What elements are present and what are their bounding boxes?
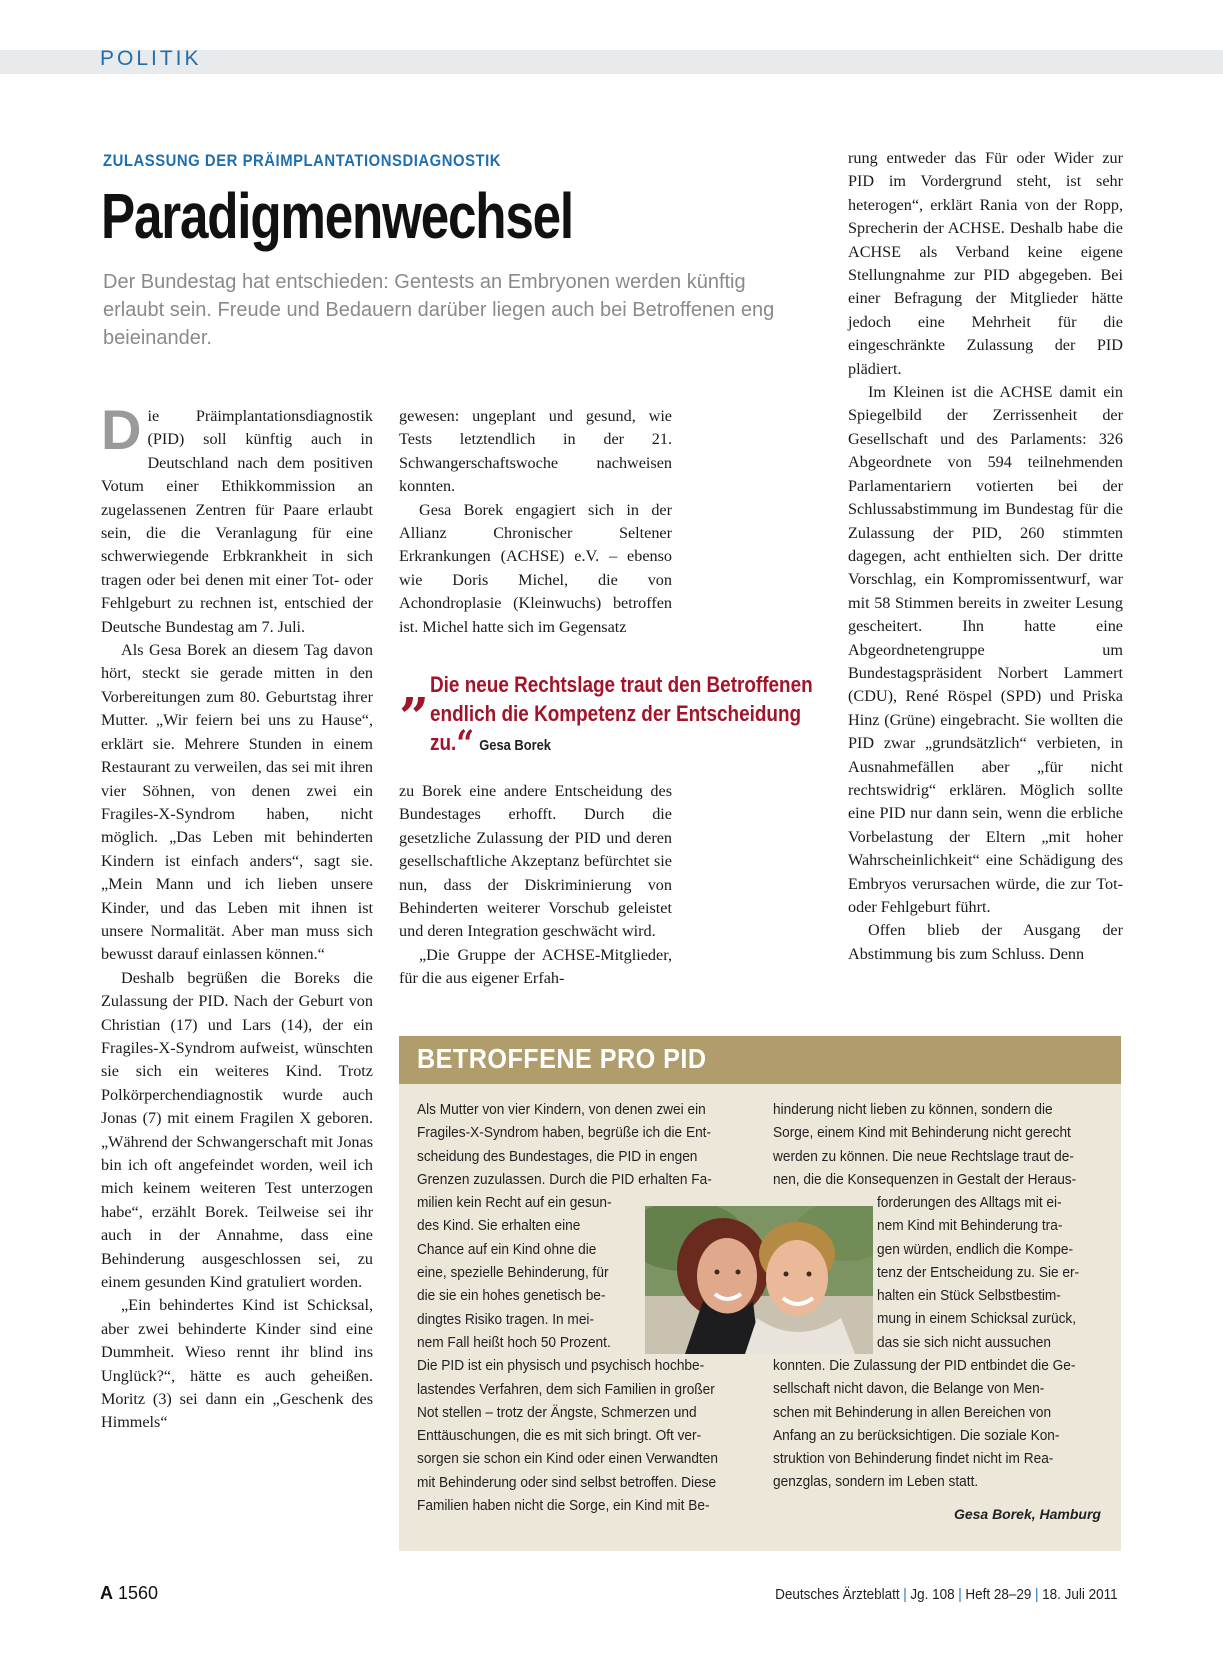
box-line: sellschaft nicht davon, die Belange von Men- <box>773 1380 1045 1398</box>
paragraph: Im Kleinen ist die ACHSE damit ein Spiegelbild der Zerrissenheit der Gesellschaft und des Parlaments: 326 Abgeordnete von 594 teilnehmenden Parlamentariern votierten bei der Schlussabstimmung im Bundestag für die Zulassung der PID, 260 stimmten dagegen, acht enthielten sich. Der dritte Vorschlag, ein Kompromissentwurf, war mit 58 Stimmen bereits in zweiter Lesung gescheitert. Ihn hatte eine Abgeordnetengruppe um Bundestagspräsident Norbert Lammert (CDU), René Röspel (SPD) und Priska Hinz (Grüne) eingebracht. Sie wollten die PID zwar „grundsätzlich“ verbieten, in Ausnahmefällen aber „für nicht rechtswidrig“ erklären. Möglich sollte eine PID nur dann sein, wenn die erbliche Vorbelastung der Eltern „mit hoher Wahrscheinlichkeit“ eine Schädigung des Embryos verursachen würde, die zur Tot- oder Fehlgeburt führt. <box>848 383 1123 916</box>
journal-name: Deutsches Ärzteblatt <box>775 1586 900 1603</box>
paragraph: gewesen: ungeplant und gesund, wie Tests letztendlich in der 21. Schwangerschaftswoche nachweisen konnten. <box>399 407 672 496</box>
article-standfirst: Der Bundestag hat entschieden: Gentests an Embryonen werden künftig erlaubt sein. Freude und Bedauern darüber liegen auch bei Betroffenen eng beieinander. <box>103 271 775 349</box>
body-column-2 <box>399 405 672 639</box>
paragraph: Offen blieb der Ausgang der Abstimmung bis zum Schluss. Denn <box>848 921 1123 963</box>
box-line: Die PID ist ein physisch und psychisch hochbe- <box>417 1357 705 1375</box>
box-line: scheidung des Bundestages, die PID in engen <box>417 1147 698 1165</box>
journal-footer: Deutsches Ärzteblatt | Jg. 108 | Heft 28–29 | 18. Juli 2011 <box>775 1586 1118 1603</box>
box-line: Fragiles-X-Syndrom haben, begrüße ich die Ent- <box>417 1124 712 1142</box>
paragraph: „Ein behindertes Kind ist Schicksal, aber zwei behinderte Kinder sind eine Dummheit. Wieso rennt ihr blind ins Unglück?“, hätte es auch geheißen. Moritz (3) sei dann ein „Geschenk des Himmels“ <box>101 1296 373 1432</box>
box-line: Grenzen zuzulassen. Durch die PID erhalten Fa- <box>417 1170 712 1188</box>
paragraph: Als Gesa Borek an diesem Tag davon hört, steckt sie gerade mitten in den Vorbereitungen zum 80. Geburtstag ihrer Mutter. „Wir feiern bei uns zu Hause“, erklärt sie. Mehrere Stunden in einem Restaurant zu verweilen, das sei mit ihren vier Söhnen, von denen zwei ein Fragiles-X-Syndrom haben, nicht möglich. „Das Leben mit behinderten Kindern ist einfach anders“, sagt sie. „Mein Mann und ich lieben unsere Kinder, und das Leben mit ihnen ist unsere Normalität. Aber man muss sich bewusst darauf einlassen können.“ <box>101 641 373 964</box>
box-line: die sie ein hohes genetisch be- <box>417 1287 606 1305</box>
photo-illustration <box>645 1206 873 1354</box>
box-text-right-wrap <box>877 1191 1079 1354</box>
box-title-bar <box>399 1036 1121 1084</box>
article-kicker: ZULASSUNG DER PRÄIMPLANTATIONSDIAGNOSTIK <box>103 152 502 170</box>
box-line: genzglas, sondern im Leben statt. <box>773 1473 979 1491</box>
paragraph: „Die Gruppe der ACHSE-Mitglieder, für die aus eigener Erfah- <box>399 945 672 988</box>
box-line: hinderung nicht lieben zu können, sondern die <box>773 1101 1053 1118</box>
box-line: halten ein Stück Selbstbestim- <box>877 1287 1061 1305</box>
box-line: des Kind. Sie erhalten eine <box>417 1217 581 1235</box>
paragraph: Deshalb begrüßen die Boreks die Zulassung der PID. Nach der Geburt von Christian (17) und Lars (14), der ein Fragiles-X-Syndrom aufweist, wünschten sie sich ein weiteres Kind. Trotz Polkörperchendiagnostik wurde auch Jonas (7) mit einem Fragilen X geboren. „Während der Schwangerschaft mit Jonas bin ich oft angefeindet worden, weil ich mich keinem weiteren Test unterzogen habe“, erzählt Borek. Teilweise sei ihr auch in der Annahme, dass eine Behinderung ausgeschlossen sei, zu einem gesunden Kind gratuliert worden. <box>101 968 373 1292</box>
body-column-2-continued <box>399 780 672 991</box>
box-line: Enttäuschungen, die es mit sich bringt. Oft ver- <box>417 1427 702 1445</box>
box-line: Als Mutter von vier Kindern, von denen zwei ein <box>417 1101 706 1118</box>
box-line: tenz der Entscheidung zu. Sie er- <box>877 1263 1080 1281</box>
box-line: Anfang an zu berücksichtigen. Die soziale Kon- <box>773 1426 1060 1444</box>
box-line: Not stellen – trotz der Ängste, Schmerzen und <box>417 1403 697 1421</box>
box-line: werden zu können. Die neue Rechtslage traut de- <box>773 1147 1074 1165</box>
box-line: konnten. Die Zulassung der PID entbindet die Ge- <box>773 1357 1076 1374</box>
box-line: mung in einem Schicksal zurück, <box>877 1310 1077 1328</box>
box-text-right-top <box>773 1098 1076 1191</box>
box-line: schen mit Behinderung in allen Bereichen von <box>773 1403 1052 1421</box>
box-line: milien kein Recht auf ein gesun- <box>417 1194 612 1212</box>
box-line: gen würden, endlich die Kompe- <box>877 1240 1074 1258</box>
box-line: nen, die die Konsequenzen in Gestalt der Heraus- <box>773 1170 1077 1188</box>
box-line: dingtes Risiko tragen. In mei- <box>417 1310 595 1328</box>
journal-volume: Jg. 108 <box>910 1586 955 1603</box>
journal-date: 18. Juli 2011 <box>1042 1586 1118 1603</box>
box-text-right-bottom <box>773 1354 1075 1494</box>
pull-quote-author: Gesa Borek <box>479 737 551 754</box>
box-line: eine, spezielle Behinderung, für <box>417 1264 609 1282</box>
box-line: nem Fall heißt hoch 50 Prozent. <box>417 1333 611 1351</box>
paragraph: Gesa Borek engagiert sich in der Allianz Chronischer Seltener Erkrankungen (ACHSE) e.V. – ebenso wie Doris Michel, die von Achondroplasie (Kleinwuchs) betroffen ist. Michel hatte sich im Gegensatz <box>399 500 672 636</box>
box-line: Chance auf ein Kind ohne die <box>417 1240 597 1258</box>
pull-quote <box>400 657 830 765</box>
box-line: struktion von Behinderung findet nicht im Rea- <box>773 1450 1054 1468</box>
box-line: sorgen sie schon ein Kind oder einen Verwandten <box>417 1450 718 1468</box>
quote-close-mark: “ <box>456 723 475 765</box>
box-line: forderungen des Alltags mit ei- <box>877 1194 1062 1211</box>
paragraph: Die Präimplantationsdiagnostik (PID) soll künftig auch in Deutschland nach dem positiven Votum einer Ethikkommission an zugelassenen Zentren für Paare erlaubt sein, die die Veranlagung für eine schwerwiegende Erbkrankheit in sich tragen oder bei denen mit einer Tot- oder Fehlgeburt zu rechnen ist, entschied der Deutsche Bundestag am 7. Juli. <box>101 398 373 636</box>
portrait-photo <box>645 1206 873 1354</box>
quote-open-mark: „ <box>400 657 430 718</box>
drop-cap: D <box>101 398 142 461</box>
article-headline: Paradigmenwechsel <box>101 180 573 252</box>
paragraph: rung entweder das Für oder Wider zur PID im Vordergrund steht, ist sehr heterogen“, erklärt Rania von der Ropp, Sprecherin der ACHSE. Deshalb habe die ACHSE als Verband keine eigene Stellungnahme zur PID abgegeben. Bei einer Befragung der Mitglieder hätte jedoch eine Mehrheit für die eingeschränkte Zulassung der PID plädiert. <box>848 149 1123 378</box>
sidebar-box <box>399 1036 1121 1551</box>
body-column-1 <box>101 398 373 1435</box>
journal-issue: Heft 28–29 <box>965 1586 1032 1603</box>
paragraph: zu Borek eine andere Entscheidung des Bundestages erhofft. Durch die gesetzliche Zulassung der PID und deren gesellschaftliche Akzeptanz befürchtet sie nun, dass der Diskriminierung von Behinderten weiterer Vorschub geleistet und deren Integration geschwächt wird. <box>399 782 672 941</box>
box-line: nem Kind mit Behinderung tra- <box>877 1217 1063 1235</box>
box-line: mit Behinderung oder sind selbst betroffen. Diese <box>417 1473 717 1491</box>
page-number: A 1560 <box>100 1583 159 1603</box>
body-column-3 <box>848 147 1123 966</box>
section-label: POLITIK <box>100 47 202 70</box>
box-line: das sie sich nicht aussuchen <box>877 1333 1052 1351</box>
box-signature: Gesa Borek, Hamburg <box>953 1506 1101 1522</box>
box-line: Familien haben nicht die Sorge, ein Kind mit Be- <box>417 1497 710 1515</box>
box-line: Sorge, einem Kind mit Behinderung nicht gerecht <box>773 1124 1071 1142</box>
box-line: lastendes Verfahren, dem sich Familien in großer <box>417 1380 715 1398</box>
box-title: BETROFFENE PRO PID <box>417 1043 707 1074</box>
pull-quote-text: Die neue Rechtslage traut den Betroffenen endlich die Kompetenz der Entscheidung zu.“ Gesa Borek <box>430 672 813 765</box>
